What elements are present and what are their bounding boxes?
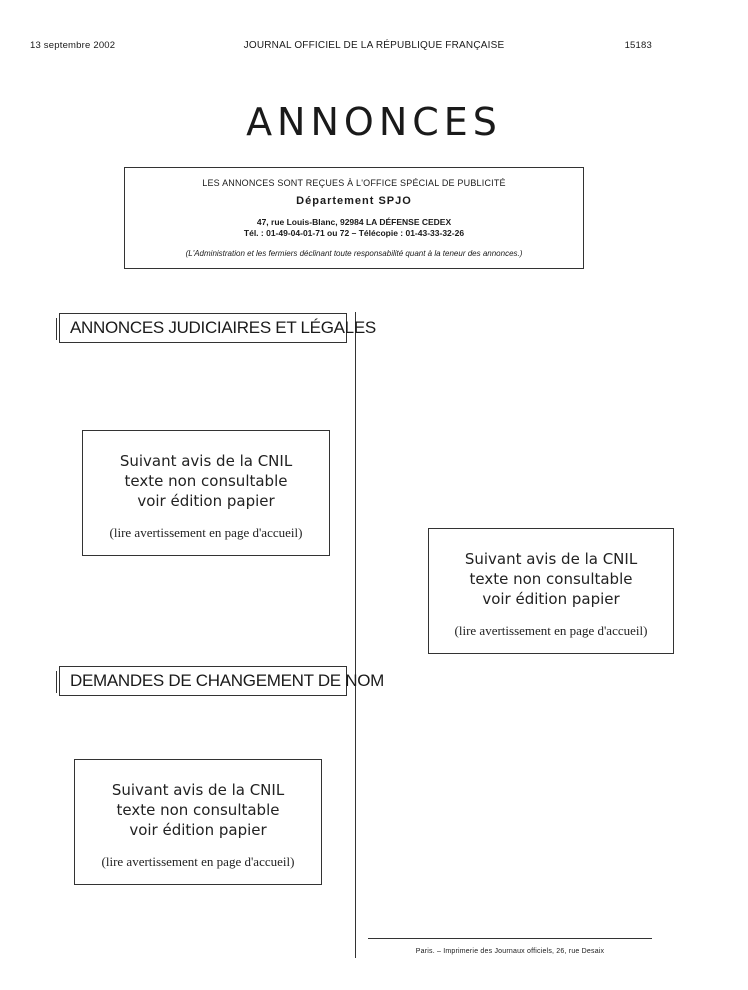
section-heading-label: DEMANDES DE CHANGEMENT DE NOM	[70, 671, 385, 690]
header-page-number: 15183	[624, 40, 652, 51]
cnil-line: Suivant avis de la CNIL	[119, 452, 293, 470]
cnil-line: Suivant avis de la CNIL	[464, 550, 638, 568]
info-disclaimer-line: (L'Administration et les fermiers déclinant toute responsabilité quant à la teneur des annonces.)	[185, 249, 523, 258]
cnil-line: voir édition papier	[129, 821, 267, 839]
cnil-note: (lire avertissement en page d'accueil)	[109, 525, 303, 540]
section-heading-judiciaires	[59, 313, 376, 343]
info-address-line: 47, rue Louis-Blanc, 92984 LA DÉFENSE CEDEX	[256, 217, 452, 227]
cnil-line: texte non consultable	[124, 472, 288, 490]
cnil-line: voir édition papier	[482, 590, 620, 608]
header-date: 13 septembre 2002	[30, 40, 116, 51]
cnil-line: voir édition papier	[137, 492, 275, 510]
cnil-line: Suivant avis de la CNIL	[111, 781, 285, 799]
cnil-notice-box	[82, 430, 330, 556]
header-journal-title: JOURNAL OFFICIEL DE LA RÉPUBLIQUE FRANÇAISE	[243, 40, 505, 51]
cnil-notice-box	[74, 759, 322, 885]
publicity-info-box	[124, 167, 584, 269]
column-divider	[355, 312, 356, 958]
info-phone-line: Tél. : 01-49-04-01-71 ou 72 – Télécopie : 01-43-33-32-26	[243, 228, 465, 238]
section-heading-label: ANNONCES JUDICIAIRES ET LÉGALES	[70, 318, 376, 337]
section-heading-changement-nom	[59, 666, 385, 696]
cnil-line: texte non consultable	[116, 801, 280, 819]
section-heading-mark	[56, 318, 57, 340]
cnil-note: (lire avertissement en page d'accueil)	[101, 854, 295, 869]
cnil-line: texte non consultable	[469, 570, 633, 588]
info-department-line: Département SPJO	[296, 195, 412, 207]
cnil-notice-box	[428, 528, 674, 654]
footer-rule	[368, 938, 652, 939]
section-heading-mark	[56, 671, 57, 693]
cnil-note: (lire avertissement en page d'accueil)	[454, 623, 648, 638]
info-reception-line: LES ANNONCES SONT REÇUES À L'OFFICE SPÉCIAL DE PUBLICITÉ	[202, 178, 506, 188]
footer-imprint: Paris. – Imprimerie des Journaux officiels, 26, rue Desaix	[415, 948, 605, 955]
page-title: ANNONCES	[246, 100, 502, 144]
